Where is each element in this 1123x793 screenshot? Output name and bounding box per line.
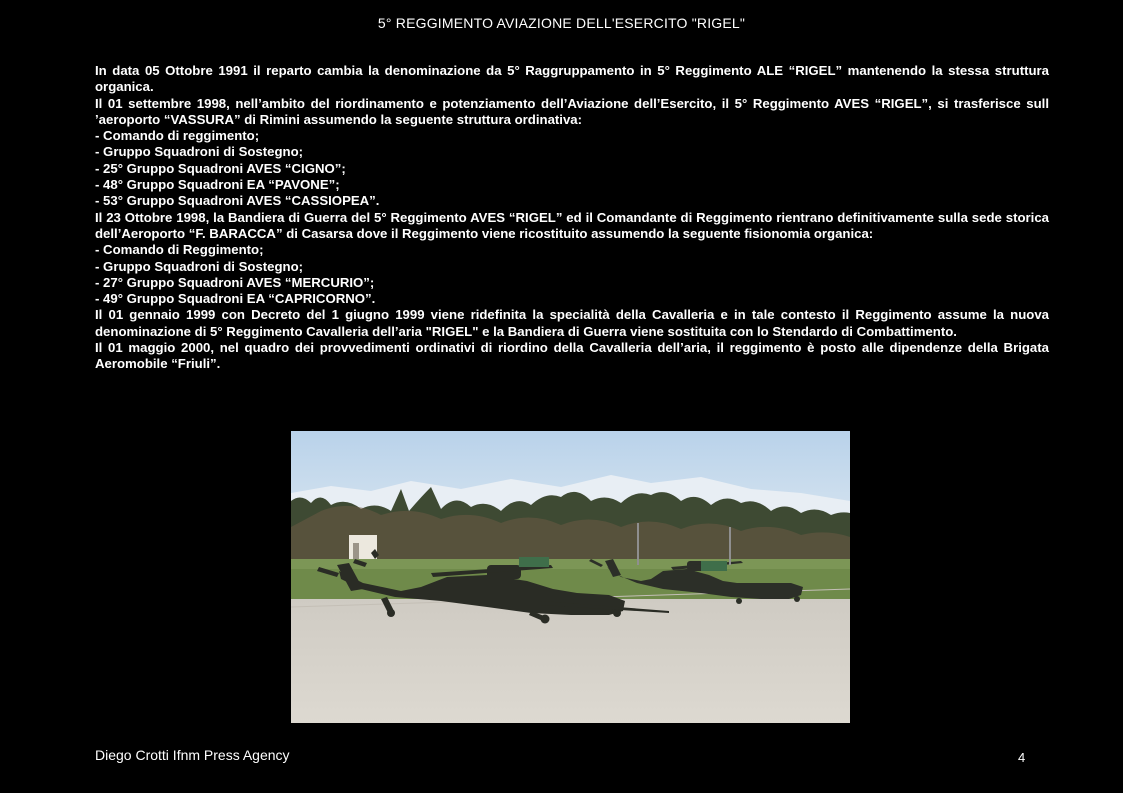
list-item: - Gruppo Squadroni di Sostegno;: [95, 258, 304, 274]
list-item: - 53° Gruppo Squadroni AVES “CASSIOPEA”.: [95, 193, 380, 209]
list-item: - 49° Gruppo Squadroni EA “CAPRICORNO”.: [95, 291, 376, 307]
paragraph-2: Il 01 settembre 1998, nell’ambito del riordinamento e potenziamento dell’Aviazione dell’Esercito, il 5° Reggimento AVES “RIGEL”, si trasferisce sull ’aeroporto “VASSURA” di Rimini assumendo la seguente struttura ordinativa:: [95, 95, 1049, 127]
page-number: 4: [1018, 750, 1026, 765]
body-text: [95, 63, 1049, 373]
list-item: - Gruppo Squadroni di Sostegno;: [95, 144, 304, 160]
list-item: - Comando di Reggimento;: [95, 242, 264, 258]
footer-agency: Diego Crotti Ifnm Press Agency: [95, 747, 290, 763]
list-item: - Comando di reggimento;: [95, 128, 260, 144]
list-item: - 25° Gruppo Squadroni AVES “CIGNO”;: [95, 160, 346, 176]
paragraph-4: Il 01 gennaio 1999 con Decreto del 1 giugno 1999 viene ridefinita la specialità della Cavalleria e in tale contesto il Reggimento assume la nuova denominazione di 5° Reggimento Cavalleria dell’aria "RIGEL" e la Bandiera di Guerra viene sostituita con lo Stendardo di Combattimento.: [95, 307, 1049, 339]
list-item: - 27° Gruppo Squadroni AVES “MERCURIO”;: [95, 274, 375, 290]
paragraph-3: Il 23 Ottobre 1998, la Bandiera di Guerra del 5° Reggimento AVES “RIGEL” ed il Comandante di Reggimento rientrano definitivamente sulla sede storica dell’Aeroporto “F. BARACCA” di Casarsa dove il Reggimento viene ricostituito assumendo la seguente fisionomia organica:: [95, 209, 1049, 241]
page-title: 5° REGGIMENTO AVIAZIONE DELL'ESERCITO "RIGEL": [377, 15, 746, 31]
list-item: - 48° Gruppo Squadroni EA “PAVONE”;: [95, 177, 340, 193]
helicopter-photo: [291, 431, 850, 723]
paragraph-1: In data 05 Ottobre 1991 il reparto cambia la denominazione da 5° Raggruppamento in 5° Reggimento ALE “RIGEL” mantenendo la stessa struttura organica.: [95, 63, 1049, 95]
paragraph-5: Il 01 maggio 2000, nel quadro dei provvedimenti ordinativi di riordino della Cavalleria dell’aria, il reggimento è posto alle dipendenze della Brigata Aeromobile “Friuli”.: [95, 340, 1049, 372]
